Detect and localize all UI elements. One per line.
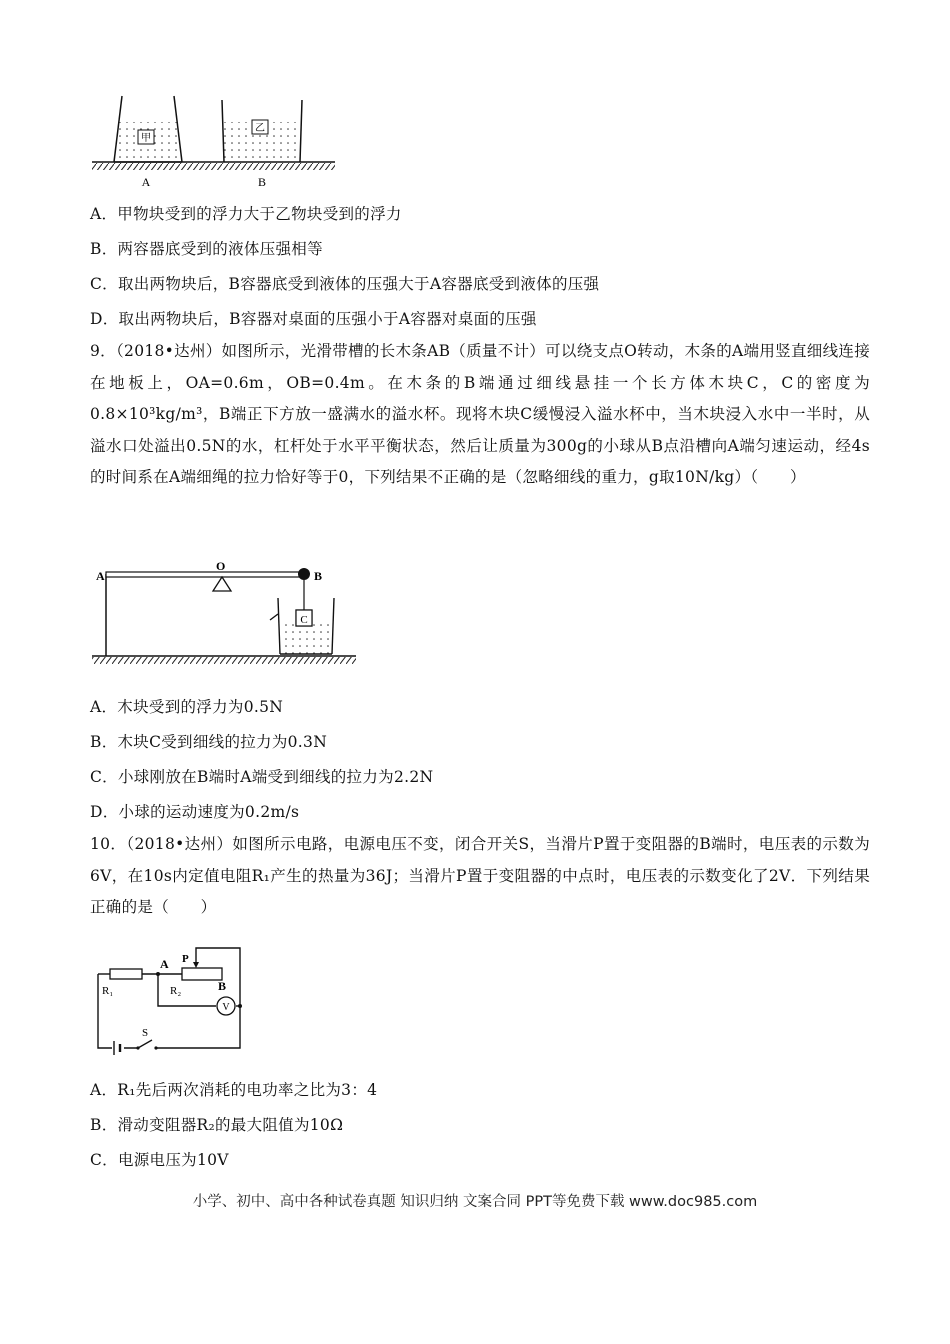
- container-b-label: B: [257, 175, 267, 189]
- q10-option-c: C．电源电压为10V: [90, 1151, 229, 1169]
- q9-option-d: D．小球的运动速度为0.2m/s: [90, 803, 300, 821]
- q9-option-b: B．木块C受到细线的拉力为0.3N: [90, 733, 328, 751]
- page-footer: 小学、初中、高中各种试卷真题 知识归纳 文案合同 PPT等免费下载 www.doc985.com: [192, 1194, 758, 1210]
- q10-option-b: B．滑动变阻器R₂的最大阻值为10Ω: [90, 1116, 344, 1134]
- q8-option-b: B．两容器底受到的液体压强相等: [90, 240, 323, 258]
- slider-p-label: P: [182, 953, 189, 965]
- figure-lever: [88, 560, 360, 668]
- switch-s-label: S: [142, 1027, 149, 1039]
- q9-stem: 9．（2018•达州）如图所示，光滑带槽的长木条AB（质量不计）可以绕支点O转动，木条的A端用竖直细线连接在地板上，OA=0.6m，OB=0.4m。在木条的B端通过细线悬挂一个长方体木块C，C的密度为0.8×10³kg/m³，B端正下方放一盛满水的溢水杯。现将木块C缓慢浸入溢水杯中，当木块浸入水中一半时，从溢水口处溢出0.5N的水，杠杆处于水平平衡状态，然后让质量为300g的小球从B点沿槽向A端匀速运动，经4s的时间系在A端细绳的拉力恰好等于0，下列结果不正确的是（忽略细线的重力，g取10N/kg）（ ）: [90, 342, 870, 487]
- node-a-label: A: [160, 957, 169, 971]
- lever-b-label: B: [314, 569, 323, 583]
- q8-option-d: D．取出两物块后，B容器对桌面的压强小于A容器对桌面的压强: [90, 310, 537, 328]
- figure-containers: [90, 92, 340, 192]
- q10-stem: 10．（2018•达州）如图所示电路，电源电压不变，闭合开关S，当滑片P置于变阻器的B端时，电压表的示数为6V，在10s内定值电阻R₁产生的热量为36J；当滑片P置于变阻器的中点时，电压表的示数变化了2V．下列结果正确的是（ ）: [90, 835, 870, 917]
- q9-option-a: A．木块受到的浮力为0.5N: [90, 698, 284, 716]
- r1-label: R₁: [102, 985, 114, 997]
- block-yi-label: 乙: [255, 123, 265, 134]
- node-b-label: B: [218, 979, 227, 993]
- voltmeter-label: V: [222, 1002, 230, 1013]
- q10-option-a: A．R₁先后两次消耗的电功率之比为3：4: [90, 1081, 378, 1099]
- q9-option-c: C．小球刚放在B端时A端受到细线的拉力为2.2N: [90, 768, 434, 786]
- lever-o-label: O: [216, 560, 226, 573]
- q8-option-c: C．取出两物块后，B容器底受到液体的压强大于A容器底受到液体的压强: [90, 275, 600, 293]
- r2-label: R₂: [170, 985, 182, 997]
- lever-a-label: A: [96, 569, 105, 583]
- q8-option-a: A．甲物块受到的浮力大于乙物块受到的浮力: [90, 205, 402, 223]
- container-a-label: A: [141, 175, 151, 189]
- figure-circuit: [90, 944, 250, 1056]
- block-jia-label: 甲: [141, 133, 151, 144]
- block-c-label: C: [300, 614, 308, 626]
